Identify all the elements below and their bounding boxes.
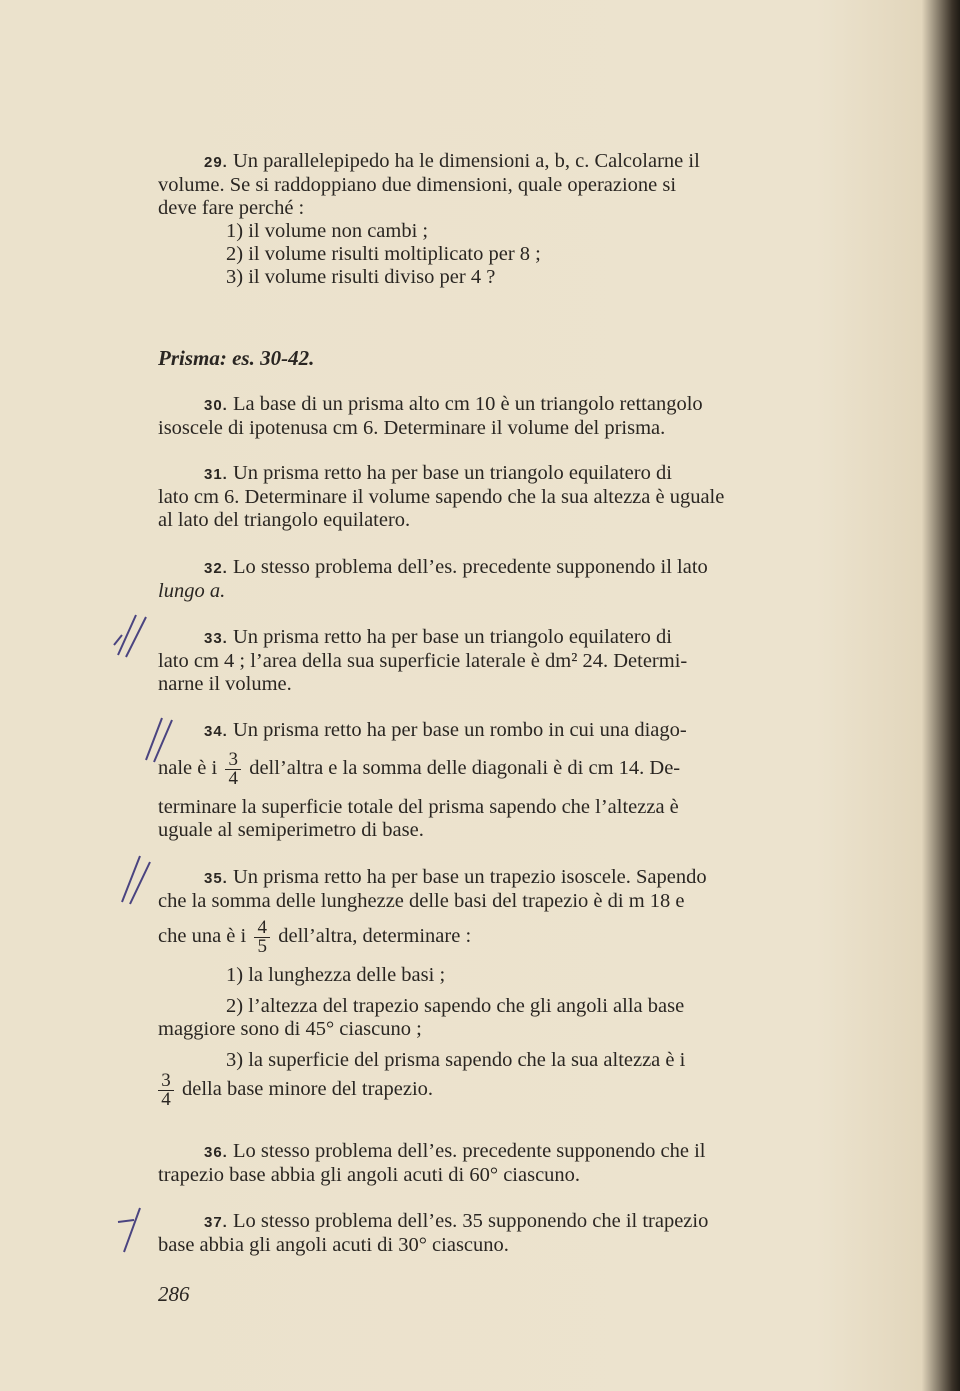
handwritten-mark (116, 1200, 156, 1256)
exercise-34: 34. Un prisma retto ha per base un rombo in cui una diago- nale è i $\frac{3}{4}$ dell’altra e la somma delle diagonali è di cm 14. De- terminare la superficie totale del prisma sapendo che l’altezza è uguale al semiperimetro di base. (158, 719, 687, 841)
exercise-29: 29. Un parallelepipedo ha le dimensioni a, b, c. Calcolarne il volume. Se si raddoppiano due dimensioni, quale operazione si deve fare perché : 1) il volume non cambi ; 2) il volume risulti moltiplicato per 8 ; 3) il volume risulti diviso per 4 ? (158, 150, 864, 289)
exercise-35: 35. Un prisma retto ha per base un trapezio isoscele. Sapendo che la somma delle lunghezze delle basi del trapezio è di m 18 e che una è i $\frac{4}{5}$ dell’altra, determinare : 1) la lunghezza delle basi ; 2) l’altezza del trapezio sapendo che gli angoli alla base maggiore sono di 45° ciascuno ; 3) la superficie del prisma sapendo che la sua altezza è i $\frac{3}{4}$ della base minore del trapezio. (158, 866, 864, 1109)
list-item: 3) il volume risulti diviso per 4 ? (226, 266, 496, 288)
exercise-31: 31. Un prisma retto ha per base un triangolo equilatero di lato cm 6. Determinare il volume sapendo che la sua altezza è uguale al lato del triangolo equilatero. (158, 462, 725, 531)
page-number: 286 (158, 1282, 190, 1306)
exercise-number: 29. (204, 154, 228, 171)
fraction: $\frac{4}{5}$ (254, 919, 270, 956)
exercise-33: 33. Un prisma retto ha per base un triangolo equilatero di lato cm 4 ; l’area della sua superficie laterale è dm² 24. Determi- narne il volume. (158, 626, 688, 695)
list-item: 2) l’altezza del trapezio sapendo che gli angoli alla base (226, 995, 685, 1017)
section-heading: Prisma: es. 30-42. (158, 346, 315, 370)
list-item: 1) il volume non cambi ; (226, 220, 429, 242)
fraction: $\frac{3}{4}$ (225, 751, 241, 788)
handwritten-mark (140, 712, 180, 768)
list-item: 3) la superficie del prisma sapendo che la sua altezza è i (226, 1049, 686, 1071)
exercise-30: 30. La base di un prisma alto cm 10 è un triangolo rettangolo isoscele di ipotenusa cm 6. Determinare il volume del prisma. (158, 393, 703, 439)
exercise-36: 36. Lo stesso problema dell’es. precedente supponendo che il trapezio base abbia gli angoli acuti di 60° ciascuno. (158, 1140, 706, 1186)
handwritten-mark (108, 605, 158, 665)
fraction: $\frac{3}{4}$ (158, 1072, 174, 1109)
handwritten-mark (116, 850, 160, 910)
exercise-32: 32. Lo stesso problema dell’es. precedente supponendo il lato lungo a. (158, 556, 708, 602)
list-item: 1) la lunghezza delle basi ; (226, 964, 446, 986)
exercise-37: 37. Lo stesso problema dell’es. 35 supponendo che il trapezio base abbia gli angoli acuti di 30° ciascuno. (158, 1210, 709, 1256)
list-item: 2) il volume risulti moltiplicato per 8 ; (226, 243, 541, 265)
